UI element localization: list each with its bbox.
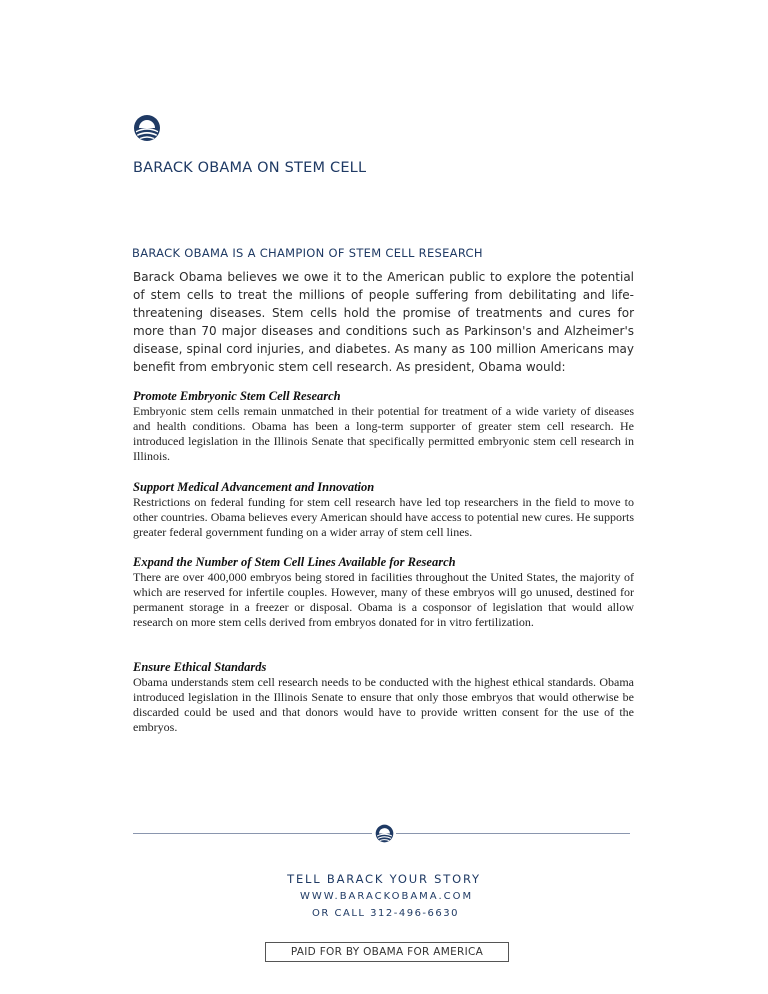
footer-tell-story: TELL BARACK YOUR STORY [287,872,481,886]
document-title: BARACK OBAMA ON STEM CELL [133,160,367,176]
policy-support-innovation [133,480,634,540]
footer-divider-left [133,833,372,834]
footer-website-link[interactable]: WWW.BARACKOBAMA.COM [300,891,474,902]
policy-body: Obama understands stem cell research needs to be conducted with the highest ethical standards. Obama introduced legislation in the Illinois Senate to ensure that only those embryos that would otherwise be discarded could be used and that donors would have to provide written consent for the use of the embryos. [133,675,634,734]
policy-ethical-standards [133,660,634,735]
paid-for-disclaimer: PAID FOR BY OBAMA FOR AMERICA [265,942,509,962]
policy-heading: Ensure Ethical Standards [133,660,267,674]
policy-body: Restrictions on federal funding for stem cell research have led top researchers in the field to move to other countries. Obama believes every American should have access to potential new cures. He supports greater federal government funding on a wider array of stem cell lines. [133,495,634,539]
section-heading: BARACK OBAMA IS A CHAMPION OF STEM CELL RESEARCH [132,246,483,260]
footer-phone: OR CALL 312-496-6630 [312,908,459,919]
intro-paragraph: Barack Obama believes we owe it to the American public to explore the potential of stem cells to treat the millions of people suffering from debilitating and life-threatening diseases. Stem cells hold the promise of treatments and cures for more than 70 major diseases and conditions such as Parkinson's and Alzheimer's disease, spinal cord injuries, and diabetes. As many as 100 million Americans may benefit from embryonic stem cell research. As president, Obama would: [133,270,634,374]
policy-body: Embryonic stem cells remain unmatched in their potential for treatment of a wide variety of diseases and health conditions. Obama has been a long-term supporter of greater stem cell research. He introduced legislation in the Illinois Senate that specifically permitted embryonic stem cell research in Illinois. [133,404,634,463]
obama-logo-icon [133,114,161,142]
footer-obama-logo-icon [375,824,394,843]
policy-expand-lines [133,555,634,630]
policy-heading: Promote Embryonic Stem Cell Research [133,389,341,403]
policy-promote-research [133,389,634,464]
policy-heading: Support Medical Advancement and Innovation [133,480,375,494]
policy-heading: Expand the Number of Stem Cell Lines Available for Research [133,555,456,569]
policy-body: There are over 400,000 embryos being stored in facilities throughout the United States, the majority of which are reserved for infertile couples. However, many of these embryos will go unused, destined for permanent storage in a freezer or disposal. Obama is a cosponsor of legislation that would allow research on more stem cells derived from embryos donated for in vitro fertilization. [133,570,634,629]
footer-divider-right [396,833,630,834]
